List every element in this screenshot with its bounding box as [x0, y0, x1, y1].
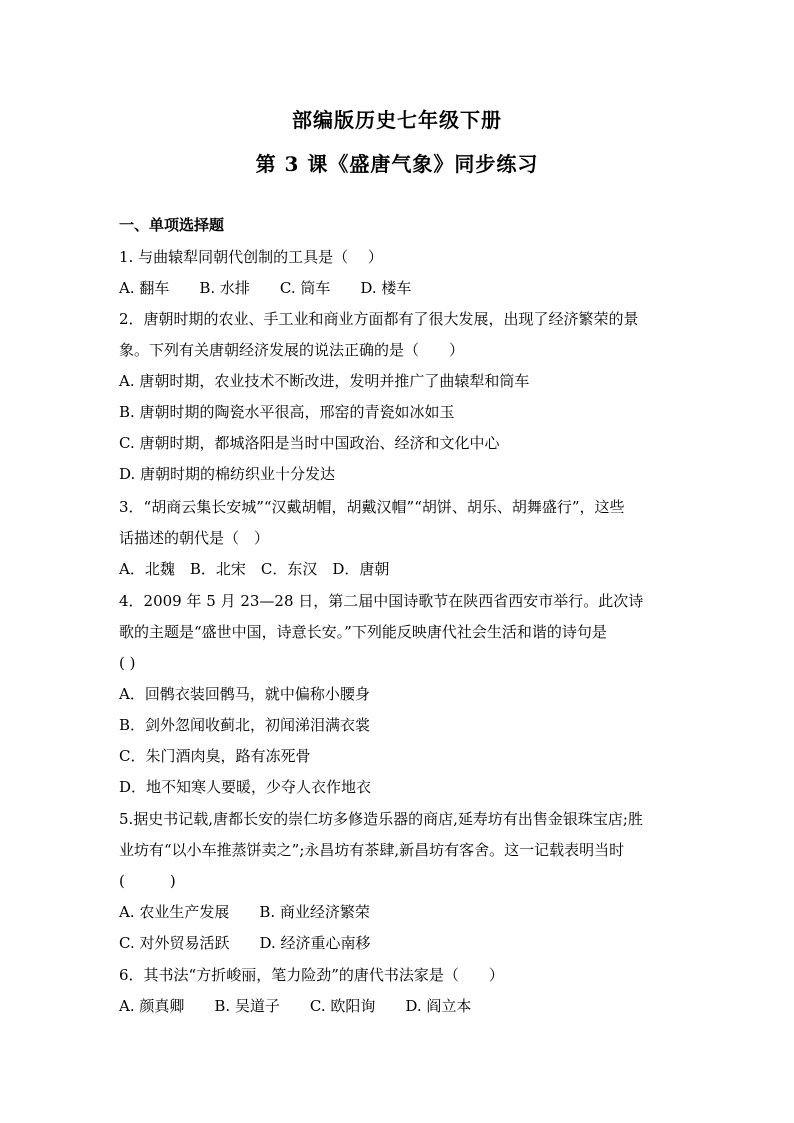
- question-1: 1. 与曲辕犁同朝代创制的工具是（ ）: [119, 248, 383, 266]
- question-4-option-d: D．地不知寒人要暖，少夺人衣作地衣: [119, 778, 372, 796]
- question-2-option-c: C. 唐朝时期，都城洛阳是当时中国政治、经济和文化中心: [119, 434, 500, 452]
- question-5-options-ab: A. 农业生产发展 B. 商业经济繁荣: [119, 903, 370, 921]
- question-2-line-1: 2．唐朝时期的农业、手工业和商业方面都有了很大发展，出现了经济繁荣的景: [119, 310, 639, 328]
- question-3-line-1: 3．“胡商云集长安城”“汉戴胡帽，胡戴汉帽”“胡饼、胡乐、胡舞盛行”，这些: [119, 498, 625, 516]
- question-5-line-1: 5.据史书记载,唐都长安的崇仁坊多修造乐器的商店,延寿坊有出售金银珠宝店;胜: [119, 810, 643, 828]
- question-4-line-3: ( ): [119, 654, 136, 672]
- question-4-option-a: A．回鹘衣装回鹘马，就中偏称小腰身: [119, 685, 370, 703]
- question-2-option-a: A. 唐朝时期，农业技术不断改进，发明并推广了曲辕犁和筒车: [119, 372, 530, 390]
- question-5-line-3: ( ): [119, 872, 176, 890]
- question-4-option-b: B．剑外忽闻收蓟北，初闻涕泪满衣裳: [119, 716, 371, 734]
- document-title: 部编版历史七年级下册: [292, 108, 502, 132]
- question-4-line-2: 歌的主题是“盛世中国，诗意长安。”下列能反映唐代社会生活和谐的诗句是: [119, 623, 607, 641]
- question-6-options: A. 颜真卿 B. 吴道子 C. 欧阳询 D. 阎立本: [119, 997, 472, 1015]
- question-2-option-d: D. 唐朝时期的棉纺织业十分发达: [119, 465, 336, 483]
- question-4-line-1: 4．2009 年 5 月 23—28 日，第二届中国诗歌节在陕西省西安市举行。此次诗: [119, 592, 644, 610]
- question-1-options: A. 翻车 B. 水排 C. 筒车 D. 楼车: [119, 279, 412, 297]
- question-4-option-c: C．朱门酒肉臭，路有冻死骨: [119, 747, 311, 765]
- question-5-options-cd: C. 对外贸易活跃 D. 经济重心南移: [119, 934, 371, 952]
- question-6: 6．其书法“方折峻丽，笔力险劲”的唐代书法家是（ ）: [119, 966, 504, 984]
- lesson-subtitle: 第 3 课《盛唐气象》同步练习: [255, 152, 539, 176]
- question-5-line-2: 业坊有“以小车推蒸饼卖之”;永昌坊有茶肆,新昌坊有客舍。这一记载表明当时: [119, 841, 625, 859]
- question-2-line-2: 象。下列有关唐朝经济发展的说法正确的是（ ）: [119, 341, 465, 359]
- question-2-option-b: B. 唐朝时期的陶瓷水平很高，邢窑的青瓷如冰如玉: [119, 403, 455, 421]
- section-heading: 一、单项选择题: [119, 216, 225, 234]
- question-3-line-2: 话描述的朝代是（ ）: [119, 529, 270, 547]
- question-3-options: A．北魏 B．北宋 C．东汉 D．唐朝: [119, 560, 390, 578]
